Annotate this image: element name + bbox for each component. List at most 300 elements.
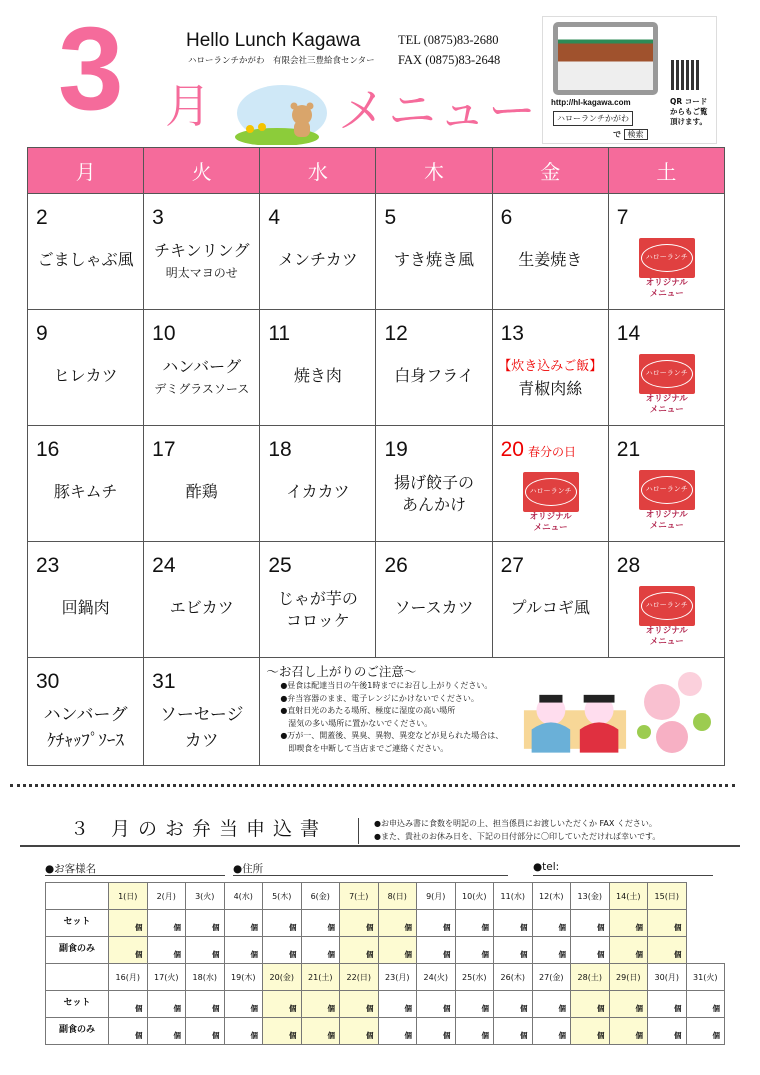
logo-icon — [639, 238, 695, 278]
quantity-input[interactable]: 個 — [417, 1018, 456, 1045]
logo-icon — [639, 354, 695, 394]
day-number-text: 6 — [500, 206, 513, 229]
quantity-input[interactable]: 個 — [109, 1018, 148, 1045]
quantity-input[interactable]: 個 — [417, 910, 456, 937]
empty-cell — [686, 937, 725, 964]
note-item: 即喫食を中断して当店までご連絡ください。 — [280, 743, 449, 753]
quantity-input[interactable]: 個 — [147, 1018, 186, 1045]
quantity-input[interactable]: 個 — [186, 937, 225, 964]
logo-icon — [639, 470, 695, 510]
holiday-label: 春分の日 — [527, 445, 576, 459]
order-date: 28(土) — [571, 964, 610, 991]
original-label: オリジナル — [529, 512, 572, 522]
day-number — [268, 554, 291, 578]
order-date: 3(火) — [186, 883, 225, 910]
order-date: 8(日) — [378, 883, 417, 910]
quantity-input[interactable]: 個 — [186, 991, 225, 1018]
menu-label: メニュー — [649, 637, 684, 647]
quantity-input[interactable]: 個 — [686, 1018, 725, 1045]
calendar-week — [28, 194, 725, 310]
order-date: 18(水) — [186, 964, 225, 991]
day-number — [268, 438, 291, 462]
quantity-input[interactable]: 個 — [532, 1018, 571, 1045]
quantity-input[interactable]: 個 — [609, 991, 648, 1018]
menu-title: メニュー — [338, 83, 539, 139]
set-row — [46, 910, 725, 937]
calendar-day — [608, 426, 724, 542]
dish-name: ソーセージ — [159, 705, 244, 725]
brand-name: Hello Lunch Kagawa — [186, 30, 361, 51]
dish-name: プルコギ風 — [510, 598, 590, 617]
quantity-input[interactable]: 個 — [147, 991, 186, 1018]
quantity-input[interactable]: 個 — [263, 991, 302, 1018]
day-number-text: 5 — [384, 206, 397, 229]
calendar-day — [28, 658, 144, 766]
quantity-input[interactable]: 個 — [455, 910, 494, 937]
original-label: オリジナル — [645, 626, 688, 636]
notes-title: ～お召し上がりのご注意～ — [266, 664, 417, 679]
dish-name: ごましゃぶ風 — [37, 250, 134, 269]
quantity-input[interactable]: 個 — [340, 1018, 379, 1045]
order-date: 6(金) — [301, 883, 340, 910]
dish — [493, 597, 608, 619]
order-date: 5(木) — [263, 883, 302, 910]
dish — [28, 481, 143, 503]
quantity-input[interactable]: 個 — [378, 910, 417, 937]
order-date: 19(木) — [224, 964, 263, 991]
calendar-day — [492, 194, 608, 310]
order-date: 25(水) — [455, 964, 494, 991]
cherry-blossom-illustration — [632, 662, 716, 758]
note-item: ●昼食は配達当日の午後1時までにお召し上がりください。 — [280, 681, 493, 690]
order-table — [45, 882, 725, 1045]
day-number — [36, 554, 59, 578]
order-date: 17(火) — [147, 964, 186, 991]
weekday-header: 月 — [28, 148, 144, 194]
quantity-input[interactable]: 個 — [186, 1018, 225, 1045]
dish-name: 回鍋肉 — [61, 598, 110, 617]
day-number-text: 25 — [268, 554, 292, 577]
calendar-day — [144, 542, 260, 658]
order-date: 13(金) — [571, 883, 610, 910]
calendar-day — [376, 194, 492, 310]
quantity-input[interactable]: 個 — [301, 991, 340, 1018]
day-number-text: 14 — [616, 322, 641, 345]
original-label: オリジナル — [645, 278, 688, 288]
calendar-day — [260, 194, 376, 310]
dish-name-line2: ｹﾁｬｯﾌﾟｿｰｽ — [47, 731, 124, 751]
dish-name: 白身フライ — [394, 366, 474, 385]
day-number — [617, 322, 640, 346]
dish — [376, 365, 491, 387]
dish — [144, 481, 259, 503]
dish — [493, 356, 608, 400]
quantity-input[interactable]: 個 — [532, 937, 571, 964]
dish — [493, 249, 608, 271]
order-date: 11(水) — [494, 883, 533, 910]
day-number — [152, 554, 175, 578]
de-text: で — [613, 130, 621, 139]
order-date: 31(火) — [686, 964, 725, 991]
month-number: 3 — [58, 3, 124, 135]
calendar-day — [28, 310, 144, 426]
search-term: ハローランチかがわ — [553, 111, 633, 126]
quantity-input[interactable]: 個 — [648, 910, 687, 937]
original-menu-logo — [638, 354, 696, 420]
address-field[interactable]: ●住所 — [233, 861, 508, 876]
dish-name: 揚げ餃子の — [394, 473, 475, 492]
quantity-input[interactable]: 個 — [109, 910, 148, 937]
quantity-input[interactable]: 個 — [263, 910, 302, 937]
order-date: 20(金) — [263, 964, 302, 991]
day-number-text: 4 — [268, 206, 280, 229]
day-number-text: 16 — [36, 438, 60, 461]
quantity-input[interactable]: 個 — [263, 937, 302, 964]
empty-cell — [686, 910, 725, 937]
day-number-text: 26 — [384, 554, 408, 577]
day-number — [384, 554, 407, 578]
original-menu-logo — [638, 238, 696, 304]
order-form-notes — [374, 817, 660, 843]
calendar-day — [376, 310, 492, 426]
order-date: 7(土) — [340, 883, 379, 910]
dish-tag: 【炊き込みご飯】 — [498, 359, 603, 374]
order-date: 15(日) — [648, 883, 687, 910]
empty-cell — [46, 883, 109, 910]
calendar-week — [28, 658, 725, 766]
quantity-input[interactable]: 個 — [224, 910, 263, 937]
dish-name: エビカツ — [169, 598, 234, 617]
original-menu-logo — [638, 470, 696, 536]
quantity-input[interactable]: 個 — [378, 937, 417, 964]
day-number — [501, 438, 576, 464]
weekday-header: 木 — [376, 148, 492, 194]
set-row — [46, 991, 725, 1018]
quantity-input[interactable]: 個 — [455, 1018, 494, 1045]
fax-number: FAX (0875)83-2648 — [398, 53, 501, 67]
logo-text: ハローランチ — [641, 360, 693, 388]
day-number — [152, 322, 175, 346]
day-number-text: 20 — [500, 438, 524, 461]
order-date: 29(日) — [609, 964, 648, 991]
weekday-header: 火 — [144, 148, 260, 194]
quantity-input[interactable]: 個 — [417, 937, 456, 964]
day-number — [501, 322, 524, 346]
dish-name: 酢鶏 — [185, 482, 218, 501]
order-date: 9(月) — [417, 883, 456, 910]
quantity-input[interactable]: 個 — [609, 1018, 648, 1045]
dish — [376, 249, 491, 271]
day-number-text: 7 — [616, 206, 629, 229]
dish — [376, 597, 491, 619]
form-note: ●また、貴社のお休み日を、下記の日付部分に〇印していただければ幸いです。 — [374, 832, 661, 841]
dish-sauce: デミグラスソース — [154, 382, 250, 396]
calendar-day — [144, 658, 260, 766]
quantity-input[interactable]: 個 — [494, 1018, 533, 1045]
dish-name: 豚キムチ — [53, 482, 118, 501]
quantity-input[interactable]: 個 — [147, 937, 186, 964]
quantity-input[interactable]: 個 — [301, 937, 340, 964]
dish-name: ソースカツ — [394, 598, 474, 617]
day-number — [36, 438, 59, 462]
note-item: ●弁当容器のまま、電子レンジにかけないでください。 — [280, 693, 479, 703]
day-number-text: 9 — [36, 322, 48, 345]
dish-name-line2: あんかけ — [402, 495, 467, 514]
day-number — [384, 322, 407, 346]
quantity-input[interactable]: 個 — [571, 991, 610, 1018]
row-label: セット — [46, 991, 109, 1018]
dish — [260, 481, 375, 503]
bear-illustration — [232, 85, 332, 145]
day-number — [36, 670, 59, 694]
quantity-input[interactable]: 個 — [532, 991, 571, 1018]
empty-cell — [46, 964, 109, 991]
calendar-day — [28, 426, 144, 542]
day-number — [268, 322, 290, 346]
quantity-input[interactable]: 個 — [224, 937, 263, 964]
dish-name: すき焼き風 — [394, 250, 475, 269]
calendar-day — [260, 310, 376, 426]
day-number-text: 28 — [616, 554, 641, 577]
notes-cell — [260, 658, 725, 766]
dish-sauce: 明太マヨのせ — [165, 266, 238, 280]
dish-name: 青椒肉絲 — [518, 379, 583, 398]
original-menu-logo — [522, 472, 580, 538]
row-label: 副食のみ — [46, 1018, 109, 1045]
day-number — [617, 438, 640, 462]
form-note: ●お申込み書に食数を明記の上、担当係員にお渡しいただくか FAX ください。 — [374, 819, 657, 828]
original-label: オリジナル — [645, 394, 688, 404]
qr-text: QR コード からもご覧 頂けます。 — [670, 97, 708, 126]
dish-name-line2: カツ — [184, 731, 219, 751]
day-number-text: 11 — [268, 322, 291, 345]
day-number-text: 2 — [36, 206, 48, 229]
dish — [28, 249, 143, 271]
day-number-text: 12 — [384, 322, 408, 345]
day-number — [152, 670, 175, 694]
calendar-week — [28, 426, 725, 542]
day-number — [501, 206, 513, 230]
quantity-input[interactable]: 個 — [686, 991, 725, 1018]
logo-text: ハローランチ — [525, 478, 577, 506]
row-label: 副食のみ — [46, 937, 109, 964]
dish-name-line2: コロッケ — [286, 611, 350, 630]
original-label: オリジナル — [645, 510, 688, 520]
quantity-input[interactable]: 個 — [186, 910, 225, 937]
day-number-text: 31 — [152, 670, 176, 693]
weekday-header: 土 — [608, 148, 724, 194]
day-number-text: 23 — [36, 554, 60, 577]
quantity-input[interactable]: 個 — [417, 991, 456, 1018]
menu-label: メニュー — [649, 289, 684, 299]
menu-label: メニュー — [533, 523, 568, 533]
quantity-input[interactable]: 個 — [378, 991, 417, 1018]
day-number-text: 10 — [152, 322, 176, 345]
calendar-day — [376, 542, 492, 658]
day-number — [36, 206, 48, 230]
dish — [144, 702, 259, 754]
dish-name: 焼き肉 — [293, 366, 342, 385]
calendar-week — [28, 310, 725, 426]
calendar-day — [608, 194, 724, 310]
quantity-input[interactable]: 個 — [648, 1018, 687, 1045]
day-number — [384, 438, 407, 462]
quantity-input[interactable]: 個 — [571, 1018, 610, 1045]
calendar-day — [492, 310, 608, 426]
dish-name: チキンリング — [153, 241, 250, 260]
month-kanji: 月 — [165, 79, 211, 133]
dish — [260, 249, 375, 271]
calendar-day — [144, 310, 260, 426]
quantity-input[interactable]: 個 — [648, 937, 687, 964]
order-date: 1(日) — [109, 883, 148, 910]
calendar-week — [28, 542, 725, 658]
day-number — [152, 206, 164, 230]
day-number-text: 24 — [152, 554, 176, 577]
day-number — [617, 554, 640, 578]
quantity-input[interactable]: 個 — [224, 1018, 263, 1045]
calendar-day — [28, 542, 144, 658]
calendar-day — [260, 426, 376, 542]
menu-calendar — [27, 147, 725, 766]
dish — [28, 365, 143, 387]
calendar-day — [492, 542, 608, 658]
dish — [376, 472, 491, 516]
day-number-text: 30 — [36, 670, 60, 693]
quantity-input[interactable]: 個 — [301, 1018, 340, 1045]
dish — [28, 702, 143, 754]
quantity-input[interactable]: 個 — [301, 910, 340, 937]
note-item: 湿気の多い場所に置かないでください。 — [280, 718, 433, 728]
quantity-input[interactable]: 個 — [494, 937, 533, 964]
order-date: 22(日) — [340, 964, 379, 991]
dish — [260, 588, 375, 632]
day-number-text: 19 — [384, 438, 408, 461]
order-date: 10(火) — [455, 883, 494, 910]
logo-text: ハローランチ — [641, 244, 693, 272]
row-label: セット — [46, 910, 109, 937]
search-button: 検索 — [624, 129, 648, 140]
dish — [144, 356, 259, 400]
divider — [358, 818, 359, 844]
side-only-row — [46, 1018, 725, 1045]
order-date: 4(水) — [224, 883, 263, 910]
dish — [28, 597, 143, 619]
divider — [20, 845, 740, 847]
dish-name: ハンバーグ — [43, 705, 128, 725]
tel-number: TEL (0875)83-2680 — [398, 33, 499, 47]
quantity-input[interactable]: 個 — [340, 937, 379, 964]
dish — [144, 240, 259, 284]
quantity-input[interactable]: 個 — [224, 991, 263, 1018]
quantity-input[interactable]: 個 — [340, 910, 379, 937]
original-menu-logo — [638, 586, 696, 652]
tel-field[interactable]: ●tel: — [533, 861, 713, 876]
quantity-input[interactable]: 個 — [494, 991, 533, 1018]
day-number — [36, 322, 48, 346]
quantity-input[interactable]: 個 — [571, 937, 610, 964]
order-date: 14(土) — [609, 883, 648, 910]
quantity-input[interactable]: 個 — [455, 937, 494, 964]
calendar-day — [376, 426, 492, 542]
quantity-input[interactable]: 個 — [109, 937, 148, 964]
dish-name: ヒレカツ — [53, 366, 118, 385]
dish — [260, 365, 375, 387]
quantity-input[interactable]: 個 — [609, 937, 648, 964]
day-number — [268, 206, 280, 230]
day-number-text: 13 — [500, 322, 524, 345]
qr-code-icon — [671, 60, 701, 90]
quantity-input[interactable]: 個 — [378, 1018, 417, 1045]
quantity-input[interactable]: 個 — [648, 991, 687, 1018]
quantity-input[interactable]: 個 — [263, 1018, 302, 1045]
quantity-input[interactable]: 個 — [109, 991, 148, 1018]
order-date: 12(木) — [532, 883, 571, 910]
dish-name: 生姜焼き — [518, 250, 583, 269]
logo-text: ハローランチ — [641, 592, 693, 620]
order-date: 27(金) — [532, 964, 571, 991]
brand-subtitle: ハローランチかがわ 有限会社三豊給食センター — [188, 56, 375, 66]
order-date: 23(月) — [378, 964, 417, 991]
note-item: ●万が一、開蓋後、異臭、異物、異変などが見られた場合は、 — [280, 731, 504, 740]
website-info — [542, 16, 717, 144]
calendar-day — [608, 542, 724, 658]
quantity-input[interactable]: 個 — [147, 910, 186, 937]
weekday-header: 金 — [492, 148, 608, 194]
cut-line — [10, 784, 735, 787]
quantity-input[interactable]: 個 — [532, 910, 571, 937]
customer-name-field[interactable]: ●お客様名 — [45, 861, 225, 876]
dish-name: イカカツ — [286, 482, 350, 501]
logo-icon — [523, 472, 579, 512]
contact-info — [398, 30, 500, 70]
order-date: 2(月) — [147, 883, 186, 910]
quantity-input[interactable]: 個 — [494, 910, 533, 937]
day-number — [152, 438, 175, 462]
website-screenshot — [553, 22, 658, 95]
notes — [266, 662, 514, 755]
day-number-text: 17 — [152, 438, 176, 461]
calendar-day — [144, 426, 260, 542]
dish-name: じゃが芋の — [277, 589, 358, 608]
order-date: 16(月) — [109, 964, 148, 991]
quantity-input[interactable]: 個 — [609, 910, 648, 937]
menu-label: メニュー — [649, 405, 684, 415]
menu-label: メニュー — [649, 521, 684, 531]
order-date: 30(月) — [648, 964, 687, 991]
empty-cell — [686, 883, 725, 910]
dish-name: メンチカツ — [278, 250, 358, 269]
order-date-row — [46, 883, 725, 910]
quantity-input[interactable]: 個 — [571, 910, 610, 937]
dish — [144, 597, 259, 619]
side-only-row — [46, 937, 725, 964]
calendar-day — [260, 542, 376, 658]
quantity-input[interactable]: 個 — [340, 991, 379, 1018]
order-form-title: ３ 月のお弁当申込書 — [70, 818, 328, 840]
weekday-header: 水 — [260, 148, 376, 194]
website-url[interactable]: http://hl-kagawa.com — [551, 98, 631, 107]
logo-text: ハローランチ — [641, 476, 693, 504]
quantity-input[interactable]: 個 — [455, 991, 494, 1018]
calendar-day — [492, 426, 608, 542]
note-item: ●直射日光のあたる場所、極度に湿度の高い場所 — [280, 706, 456, 715]
logo-icon — [639, 586, 695, 626]
day-number-text: 3 — [152, 206, 164, 229]
order-date: 24(火) — [417, 964, 456, 991]
hina-dolls-illustration — [522, 680, 628, 755]
day-number-text: 18 — [268, 438, 292, 461]
